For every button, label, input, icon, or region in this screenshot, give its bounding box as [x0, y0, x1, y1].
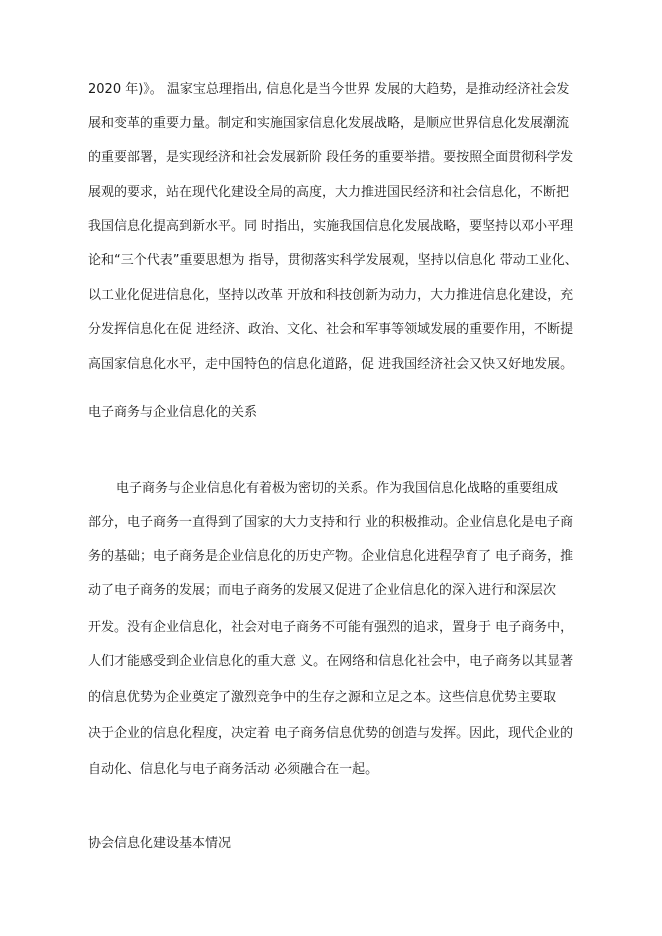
paragraph-line: 部分，电子商务一直得到了国家的大力支持和行 业的积极推动。企业信息化是电子商: [88, 515, 574, 530]
paragraph-line: 电子商务与企业信息化有着极为密切的关系。作为我国信息化战略的重要组成: [116, 481, 559, 496]
paragraph-line: 以工业化促进信息化，坚持以改革 开放和科技创新为动力，大力推进信息化建设，充: [88, 288, 574, 303]
paragraph-line: 展观的要求，站在现代化建设全局的高度，大力推进国民经济和社会信息化，不断把: [88, 185, 570, 200]
paragraph-line: 动了电子商务的发展；而电子商务的发展又促进了企业信息化的深入进行和深层次: [88, 583, 557, 598]
paragraph-line: 务的基础；电子商务是企业信息化的历史产物。企业信息化进程孕育了 电子商务，推: [88, 549, 574, 564]
paragraph-line: 分发挥信息化在促 进经济、政治、文化、社会和军事等领域发展的重要作用，不断提: [88, 322, 574, 337]
paragraph-line: 2020 年)》。 温家宝总理指出, 信息化是当今世界 发展的大趋势，是推动经济社会发: [88, 82, 570, 97]
paragraph-line: 我国信息化提高到新水平。同 时指出，实施我国信息化发展战略，要坚持以邓小平理: [88, 219, 574, 234]
paragraph-line: 自动化、信息化与电子商务活动 必须融合在一起。: [88, 762, 379, 777]
section-heading: 电子商务与企业信息化的关系: [88, 405, 258, 420]
paragraph-line: 的重要部署，是实现经济和社会发展新阶 段任务的重要举措。要按照全面贯彻科学发: [88, 150, 574, 165]
paragraph-line: 人们才能感受到企业信息化的重大意 义。在网络和信息化社会中，电子商务以其显著: [88, 654, 574, 669]
paragraph-line: 展和变革的重要力量。制定和实施国家信息化发展战略，是顺应世界信息化发展潮流: [88, 116, 570, 131]
paragraph-line: 的信息优势为企业奠定了激烈竞争中的生存之源和立足之本。这些信息优势主要取: [88, 690, 557, 705]
paragraph-line: 高国家信息化水平，走中国特色的信息化道路，促 进我国经济社会又快又好地发展。: [88, 357, 574, 372]
paragraph-line: 论和“三个代表”重要思想为 指导，贯彻落实科学发展观，坚持以信息化 带动工业化、: [88, 253, 578, 268]
paragraph-line: 决于企业的信息化程度，决定着 电子商务信息优势的创造与发挥。因此，现代企业的: [88, 726, 574, 741]
paragraph-line: 开发。没有企业信息化，社会对电子商务不可能有强烈的追求，置身于 电子商务中，: [88, 620, 574, 635]
section-heading: 协会信息化建设基本情况: [88, 836, 232, 851]
